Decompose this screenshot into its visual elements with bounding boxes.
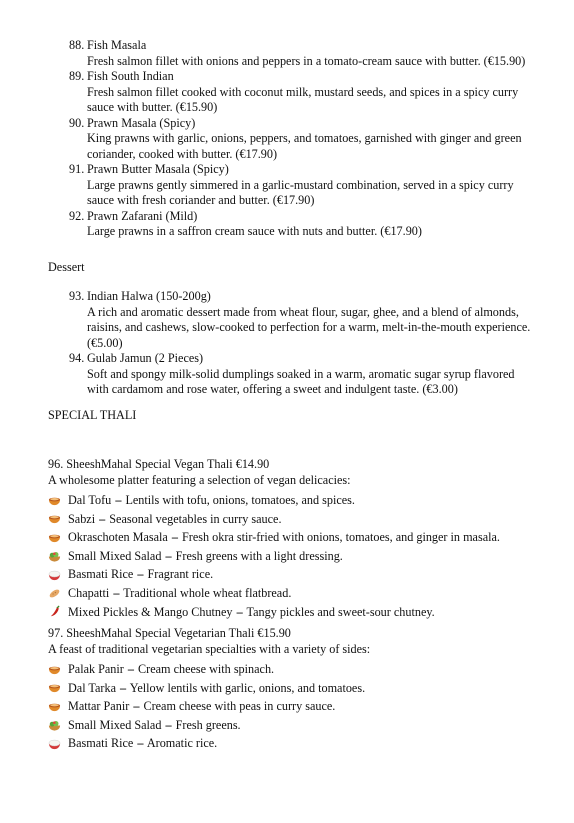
menu-item	[69, 209, 539, 240]
thali-item-description: Fresh greens with a light dressing.	[175, 548, 343, 563]
thali-item-text	[68, 528, 500, 547]
salad-icon	[48, 719, 61, 732]
curry-bowl-icon	[48, 512, 61, 525]
rice-bowl-icon	[48, 568, 61, 581]
thali-item-name: Sabzi	[68, 511, 96, 526]
menu-item	[69, 116, 539, 163]
thali-item-text	[68, 510, 282, 529]
menu-item-description: Fresh salmon fillet with onions and peppers in a tomato-cream sauce with butter. (€15.90)	[87, 53, 526, 68]
menu-item-number: 91.	[69, 162, 85, 176]
menu-item-name: Prawn Butter Masala (Spicy)	[87, 162, 229, 176]
dessert-items	[69, 289, 539, 398]
thali-item-text	[68, 679, 365, 698]
thali-item-dash: –	[171, 530, 178, 545]
menu-item	[69, 38, 539, 69]
menu-item-header	[69, 69, 539, 85]
thali-item-name: Palak Panir	[68, 662, 124, 676]
thali-item-dash: –	[113, 585, 120, 600]
thali-item	[48, 584, 548, 603]
thali-item-description: Seasonal vegetables in curry sauce.	[109, 511, 282, 526]
dessert-heading: Dessert	[48, 260, 85, 274]
curry-bowl-icon	[48, 663, 61, 676]
menu-item-description: King prawns with garlic, onions, peppers, and tomatoes, garnished with ginger and green coriander, cooked with butter. (€17.90)	[87, 131, 522, 161]
menu-item-header	[69, 116, 539, 132]
main-items	[69, 38, 539, 240]
thali-item-name: Small Mixed Salad	[68, 717, 162, 732]
thali-item-description: Fragrant rice.	[147, 567, 214, 582]
menu-item-header	[69, 289, 539, 305]
thali-item-text	[68, 565, 213, 584]
thali-item	[48, 697, 548, 716]
thali-item-description: Tangy pickles and sweet-sour chutney.	[246, 604, 435, 619]
thali-item	[48, 510, 548, 529]
menu-item-description: Soft and spongy milk-solid dumplings soaked in a warm, aromatic sugar syrup flavored with cardamom and rose water, offering a sweet and indulgent taste. (€3.00)	[87, 366, 515, 396]
thali-item-dash: –	[115, 493, 122, 507]
menu-item-number: 93.	[69, 289, 85, 303]
menu-item-number: 94.	[69, 351, 85, 365]
thali-item	[48, 679, 548, 698]
rice-bowl-icon	[48, 737, 61, 750]
thali-item-text	[68, 697, 335, 716]
thali-item-description: Aromatic rice.	[146, 736, 218, 751]
thali-item-description: Fresh okra stir-fried with onions, tomatoes, and ginger in masala.	[182, 530, 500, 545]
thali-item-name: Basmati Rice	[68, 567, 134, 582]
vegan-thali	[48, 457, 548, 621]
thali-item	[48, 660, 548, 679]
menu-item	[69, 289, 539, 351]
thali-item-dash: –	[137, 567, 144, 582]
menu-item	[69, 351, 539, 398]
menu-item-number: 89.	[69, 69, 85, 83]
vegetarian-thali-items	[48, 660, 548, 753]
menu-item-description: A rich and aromatic dessert made from wheat flour, sugar, ghee, and a blend of almonds, raisins, and cashews, slow-cooked to perfection for a warm, melt-in-the-mouth experience. (€5.00)	[87, 304, 531, 350]
thali-heading: SPECIAL THALI	[48, 408, 137, 422]
menu-item-header	[69, 38, 539, 54]
thali-item	[48, 716, 548, 735]
thali-item	[48, 565, 548, 584]
thali-item-text	[68, 660, 274, 679]
menu-item-header	[69, 162, 539, 178]
chili-pepper-icon	[48, 605, 61, 618]
thali-item-dash: –	[137, 736, 144, 751]
menu-item-number: 90.	[69, 115, 85, 130]
curry-bowl-icon	[48, 531, 61, 544]
dessert-list	[69, 289, 539, 398]
vegan-thali-items	[48, 491, 548, 621]
thali-item-dash: –	[99, 511, 106, 526]
thali-item-text	[68, 716, 241, 735]
thali-item-description: Cream cheese with peas in curry sauce.	[143, 699, 336, 714]
thali-item-dash: –	[236, 604, 243, 619]
menu-item	[69, 69, 539, 116]
menu-item	[69, 162, 539, 209]
menu-item-name: Gulab Jamun (2 Pieces)	[87, 351, 204, 365]
menu-item-name: Indian Halwa (150-200g)	[87, 289, 211, 303]
thali-item-dash: –	[165, 548, 172, 563]
thali-item	[48, 528, 548, 547]
thali-item-dash: –	[133, 699, 140, 714]
thali-item-description: Fresh greens.	[175, 717, 241, 732]
vegetarian-thali	[48, 626, 548, 753]
salad-icon	[48, 550, 61, 563]
vegan-thali-title: 96. SheeshMahal Special Vegan Thali €14.90	[48, 457, 270, 471]
menu-item-number: 88.	[69, 38, 85, 52]
thali-item-name: Small Mixed Salad	[68, 548, 162, 563]
thali-item-name: Okraschoten Masala	[68, 530, 168, 545]
menu-item-number: 92.	[69, 208, 85, 223]
thali-item-name: Mattar Panir	[68, 699, 130, 714]
thali-item-dash: –	[165, 717, 172, 732]
menu-item-name: Prawn Zafarani (Mild)	[87, 208, 198, 223]
thali-item-description: Lentils with tofu, onions, tomatoes, and spices.	[125, 493, 355, 507]
menu-item-description: Fresh salmon fillet cooked with coconut milk, mustard seeds, and spices in a spicy curry sauce with butter. (€15.90)	[87, 84, 519, 114]
thali-item-text	[68, 734, 217, 753]
thali-item-text	[68, 603, 435, 622]
vegan-thali-intro: A wholesome platter featuring a selection of vegan delicacies:	[48, 472, 351, 487]
thali-item-description: Yellow lentils with garlic, onions, and tomatoes.	[129, 680, 366, 695]
thali-item-name: Basmati Rice	[68, 736, 134, 751]
thali-item	[48, 603, 548, 622]
vegetarian-thali-title: 97. SheeshMahal Special Vegetarian Thali €15.90	[48, 626, 291, 640]
menu-item-name: Fish Masala	[87, 38, 147, 52]
curry-bowl-icon	[48, 700, 61, 713]
thali-item-name: Chapatti	[68, 585, 110, 600]
menu-item-description: Large prawns gently simmered in a garlic-mustard combination, served in a spicy curry sauce with fresh coriander and butter. (€17.90)	[87, 177, 514, 207]
thali-item-dash: –	[127, 662, 134, 676]
thali-item-name: Dal Tofu	[68, 493, 112, 507]
thali-item-description: Traditional whole wheat flatbread.	[123, 585, 292, 600]
menu-item-description: Large prawns in a saffron cream sauce with nuts and butter. (€17.90)	[87, 224, 422, 238]
thali-item-text	[68, 584, 291, 603]
thali-item-text	[68, 547, 343, 566]
thali-item-name: Mixed Pickles & Mango Chutney	[68, 604, 233, 619]
menu-item-name: Fish South Indian	[87, 69, 174, 83]
main-course-list	[69, 38, 539, 240]
curry-bowl-icon	[48, 681, 61, 694]
thali-item-dash: –	[120, 680, 127, 695]
thali-item-description: Cream cheese with spinach.	[138, 662, 275, 676]
menu-item-header	[69, 209, 539, 225]
thali-item-text	[68, 491, 355, 510]
curry-bowl-icon	[48, 494, 61, 507]
vegetarian-thali-intro: A feast of traditional vegetarian specialties with a variety of sides:	[48, 641, 371, 656]
flatbread-icon	[48, 587, 61, 600]
thali-item-name: Dal Tarka	[68, 680, 116, 695]
thali-item	[48, 547, 548, 566]
thali-item	[48, 491, 548, 510]
thali-item	[48, 734, 548, 753]
menu-item-name: Prawn Masala (Spicy)	[87, 115, 196, 130]
menu-item-header	[69, 351, 539, 367]
